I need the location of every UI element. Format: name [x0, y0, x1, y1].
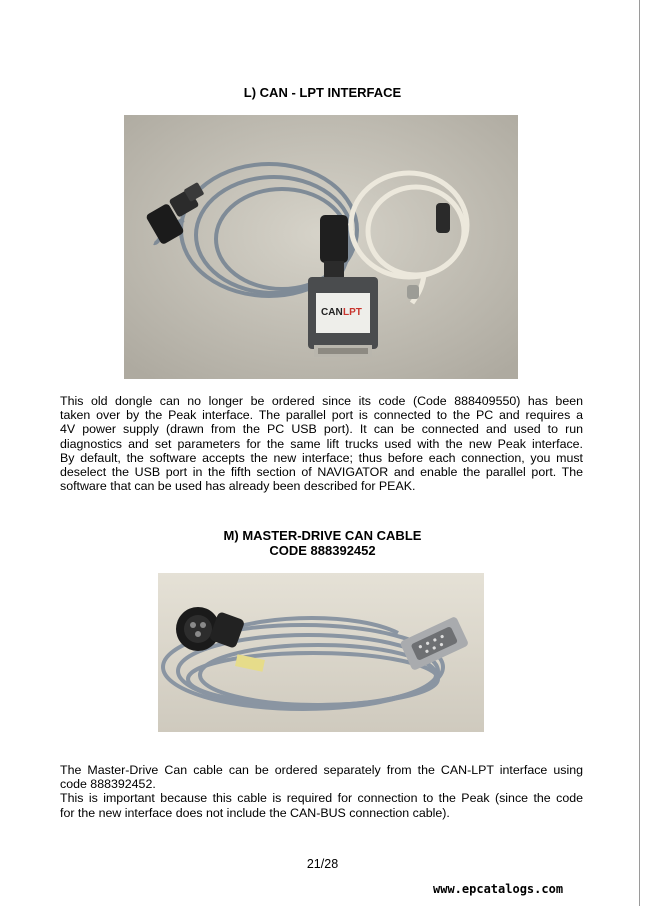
- can-lpt-interface-photo: [124, 115, 518, 379]
- section-m-paragraph: [60, 763, 583, 820]
- paragraph-line: taken over by the Peak interface. The parallel port is connected to the PC and requires a: [60, 408, 583, 423]
- section-l-title: L) CAN - LPT INTERFACE: [243, 85, 402, 100]
- device-label-lpt: LPT: [343, 307, 362, 318]
- paragraph-line: software that can be used has already been described for PEAK.: [60, 479, 416, 494]
- section-m-title: M) MASTER-DRIVE CAN CABLE: [223, 528, 422, 543]
- paragraph-line: diagnostics and set parameters for the same lift trucks used with the new Peak interface.: [60, 436, 583, 451]
- paragraph-line: The Master-Drive Can cable can be ordered separately from the CAN-LPT interface using: [60, 763, 583, 777]
- watermark-url: www.epcatalogs.com: [433, 882, 564, 896]
- device-label-can: CAN: [321, 307, 343, 318]
- paragraph-line: This is important because this cable is required for connection to the Peak (since the code: [60, 791, 583, 806]
- paragraph-line: 4V power supply (drawn from the PC USB port). It can be connected and used to run: [60, 422, 583, 437]
- paragraph-line: code 888392452.: [60, 777, 156, 792]
- paragraph-line: This old dongle can no longer be ordered since its code (Code 888409550) has been: [60, 394, 583, 408]
- paragraph-line: By default, the software accepts the new interface; thus before each connection, you must: [60, 450, 583, 465]
- page-edge-line: [639, 0, 640, 906]
- paragraph-line: for the new interface does not include the CAN-BUS connection cable).: [60, 805, 450, 820]
- master-drive-cable-photo: [158, 573, 484, 732]
- section-l-paragraph: [60, 394, 583, 493]
- section-m-subtitle: CODE 888392452: [269, 543, 376, 558]
- page-number: 21/28: [306, 857, 339, 871]
- paragraph-line: deselect the USB port in the fifth section of NAVIGATOR and enable the parallel port. The: [60, 465, 583, 480]
